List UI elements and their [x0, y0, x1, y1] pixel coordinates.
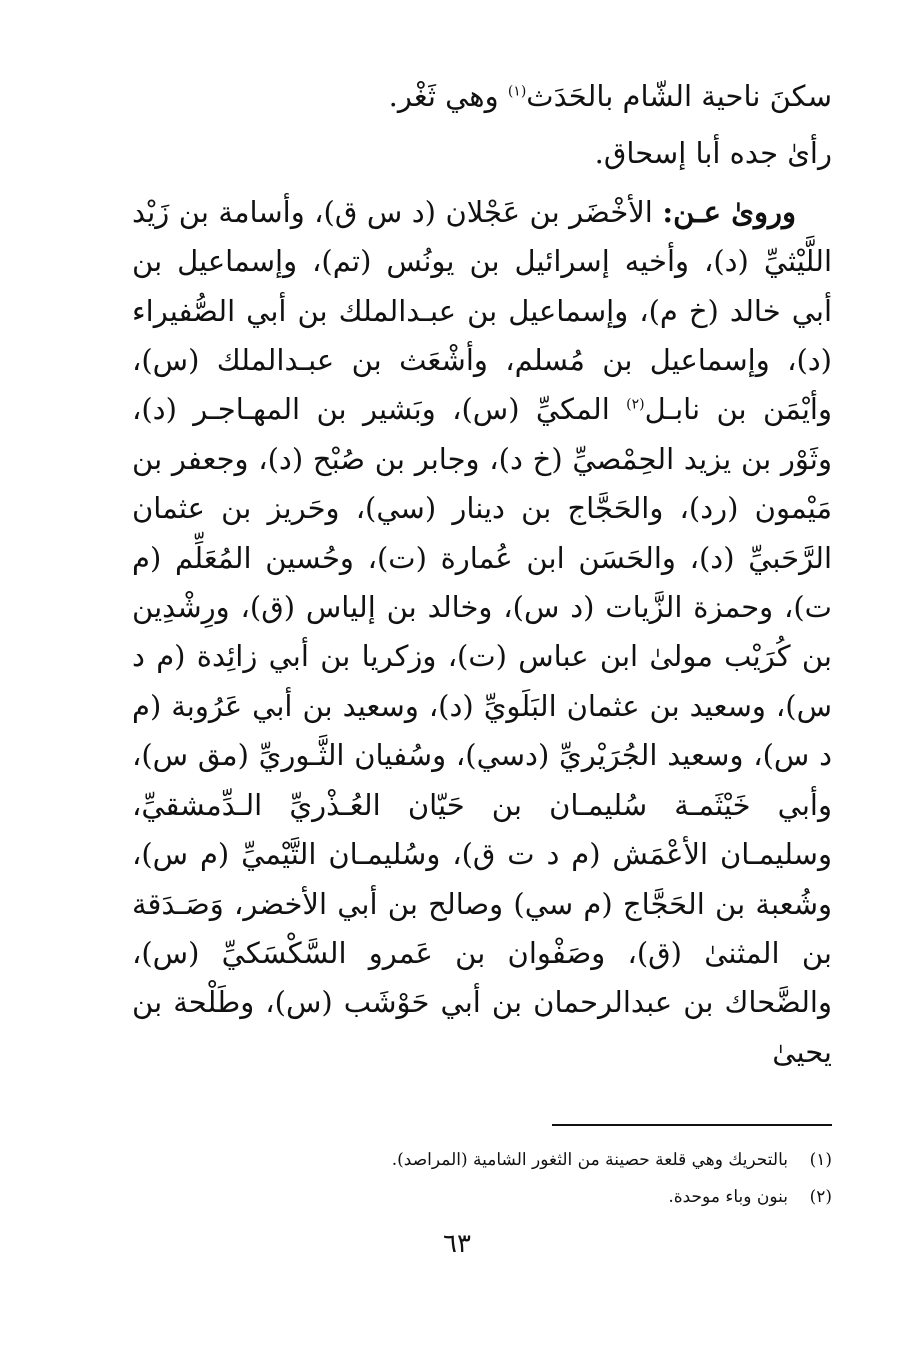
- intro-text: سكنَ ناحية الشّام بالحَدَث: [526, 79, 832, 113]
- footnote-mark: (١): [809, 1150, 832, 1170]
- footnote-mark: (٢): [809, 1187, 832, 1207]
- footnote-ref-2: (٢): [626, 396, 645, 413]
- page-number: ٦٣: [443, 1229, 471, 1259]
- narrated-text-continued: المكيِّ (س)، وبَشير بن المهـاجـر (د)، وثَوْر بن يزيد الحِمْصيِّ (خ د)، وجابر بن صُبْح (د)، وجعفر بن مَيْمون (رد)، والحَجَّاج بن دينار (سي)، وحَريز بن عثمان الرَّحَبيِّ (د)، والحَسَن ابن عُمارة (ت)، وحُسين المُعَلِّم (م ت)، وحمزة الزَّيات (د س)، وخالد بن إلياس (ق)، ورِشْدِين بن كُرَيْب مولىٰ ابن عباس (ت)، وزكريا بن أبي زائِدة (م د س)، وسعيد بن عثمان البَلَويِّ (د)، وسعيد بن أبي عَرُوبة (م د س)، وسعيد الجُرَيْريِّ (دسي)، وسُفيان الثَّـوريِّ (مق س)، وأبي خَيْثَمـة سُليمـان بن حَيّان العُـذْريِّ الـدِّمشقيِّ، وسليمـان الأعْمَش (م د ت ق)، وسُليمـان التَّيْميِّ (م س)، وشُعبة بن الحَجَّاج (م سي) وصالح بن أبي الأخضر، وَصَـدَقة بن المثنىٰ (ق)، وصَفْوان بن عَمرو السَّكْسَكيِّ (س)، والضَّحاك بن عبدالرحمان بن أبي حَوْشَب (س)، وطَلْحة بن يحيىٰ: [132, 392, 832, 1069]
- footnote-text: بنون وباء موحدة.: [668, 1187, 788, 1207]
- intro-tail: وهي ثَغْر.: [388, 79, 508, 113]
- footnotes: [132, 1142, 832, 1216]
- footnote-1: [132, 1142, 832, 1179]
- footnote-ref-1: (١): [507, 83, 527, 100]
- main-text: [132, 72, 832, 1077]
- narrated-lead: وروىٰ عـن:: [662, 194, 797, 229]
- narrated-text: الأخْضَر بن عَجْلان (د س ق)، وأسامة بن زَيْد اللَّيْثيِّ (د)، وأخيه إسرائيل بن يونُس (تم)، وإسماعيل بن أبي خالد (خ م)، وإسماعيل بن عبـدالملك بن أبي الصُّفيراء (د)، وإسماعيل بن مُسلم، وأشْعَث بن عبـدالملك (س)، وأيْمَن بن نابـل: [132, 194, 832, 427]
- footnote-2: [132, 1179, 832, 1216]
- narrated-paragraph: [132, 188, 832, 1077]
- footnote-separator: [552, 1124, 832, 1126]
- seen-paragraph: [132, 129, 832, 178]
- seen-text: رأىٰ جده أبا إسحاق.: [594, 136, 832, 171]
- footnote-text: بالتحريك وهي قلعة حصينة من الثغور الشامية (المراصد).: [391, 1150, 788, 1170]
- intro-paragraph: [132, 72, 832, 121]
